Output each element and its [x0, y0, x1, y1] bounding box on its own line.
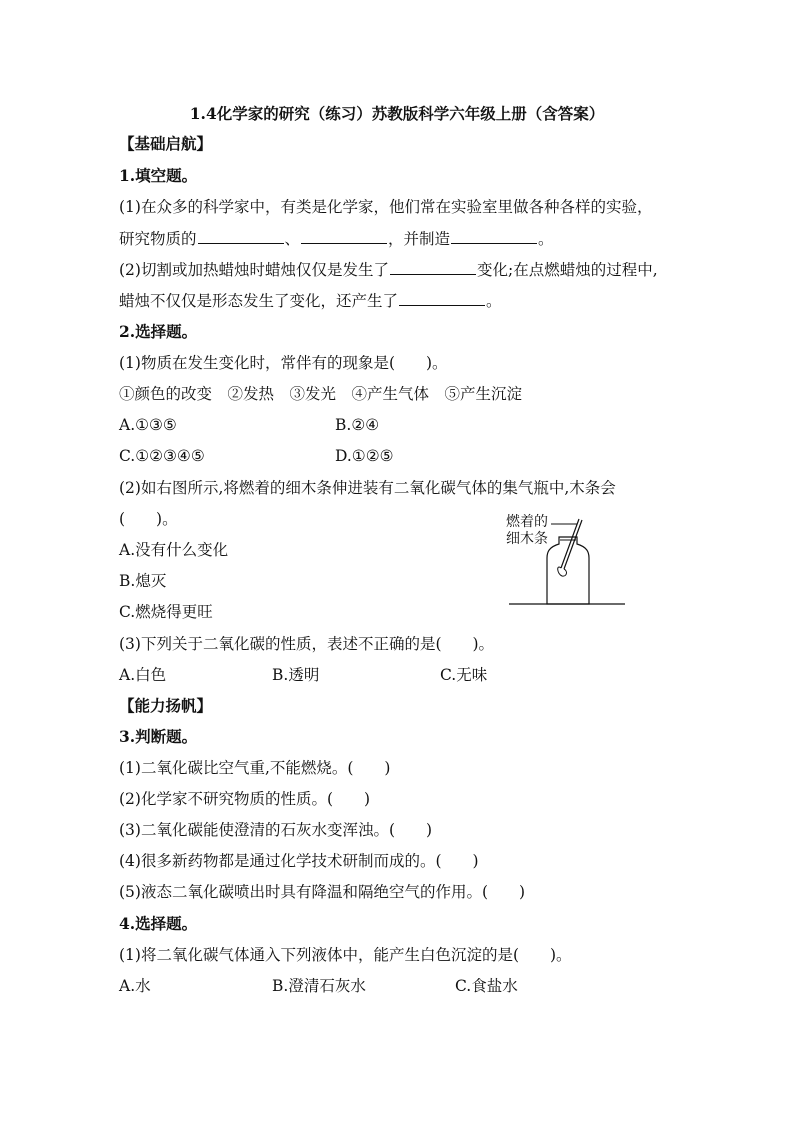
q2-sub3-option-b[interactable]: B.透明: [272, 666, 320, 684]
q2-sub2-line2: ( )。: [119, 510, 178, 528]
q3-heading: 3.判断题。: [119, 727, 198, 746]
q1-text: 。: [538, 230, 554, 248]
page-title: 1.4化学家的研究（练习）苏教版科学六年级上册（含答案）: [189, 104, 605, 123]
q4-sub1-question: (1)将二氧化碳气体通入下列液体中，能产生白色沉淀的是( )。: [119, 946, 572, 964]
figure-label: 细木条: [506, 531, 548, 547]
q1-text: 蜡烛不仅仅是形态发生了变化，还产生了: [119, 292, 399, 310]
gas-jar-figure: [505, 510, 627, 610]
answer-blank[interactable]: [198, 228, 284, 244]
q3-item: (5)液态二氧化碳喷出时具有降温和隔绝空气的作用。( ): [119, 883, 526, 901]
q4-sub1-option-c[interactable]: C.食盐水: [455, 977, 518, 995]
q2-sub1-question: (1)物质在发生变化时，常伴有的现象是( )。: [119, 354, 448, 372]
q2-sub3-option-c[interactable]: C.无味: [440, 666, 488, 684]
q1-text: 。: [486, 292, 502, 310]
q4-heading: 4.选择题。: [119, 914, 198, 933]
q2-sub2-option-a[interactable]: A.没有什么变化: [119, 541, 229, 559]
q2-sub1-option-a[interactable]: A.①③⑤: [119, 416, 177, 434]
q1-text: (2)切割或加热蜡烛时蜡烛仅仅是发生了: [119, 261, 389, 279]
q2-sub2-option-b[interactable]: B.熄灭: [119, 572, 167, 590]
answer-blank[interactable]: [301, 228, 387, 244]
q1-part1-line2: [119, 228, 554, 249]
q3-item: (4)很多新药物都是通过化学技术研制而成的。( ): [119, 852, 479, 870]
q2-sub1-option-d[interactable]: D.①②⑤: [335, 447, 394, 465]
q2-sub2-line1: (2)如右图所示,将燃着的细木条伸进装有二氧化碳气体的集气瓶中,木条会: [119, 479, 616, 497]
q2-sub3-question: (3)下列关于二氧化碳的性质，表述不正确的是( )。: [119, 635, 495, 653]
q1-part2-line1: [119, 259, 658, 280]
q4-sub1-option-b[interactable]: B.澄清石灰水: [272, 977, 366, 995]
section-heading-ability: 【能力扬帆】: [119, 696, 213, 715]
q1-part2-line2: [119, 290, 502, 311]
figure-label: 燃着的: [506, 514, 548, 530]
q3-item: (3)二氧化碳能使澄清的石灰水变浑浊。( ): [119, 821, 433, 839]
q2-sub1-option-b[interactable]: B.②④: [335, 416, 380, 434]
q1-text: 变化;在点燃蜡烛的过程中,: [476, 261, 658, 279]
answer-blank[interactable]: [451, 228, 537, 244]
q1-text: ，并制造: [388, 230, 451, 248]
q2-sub1-option-c[interactable]: C.①②③④⑤: [119, 447, 205, 465]
q4-sub1-option-a[interactable]: A.水: [119, 977, 151, 995]
answer-blank[interactable]: [399, 290, 485, 306]
q2-heading: 2.选择题。: [119, 322, 198, 341]
q2-sub1-items: ①颜色的改变 ②发热 ③发光 ④产生气体 ⑤产生沉淀: [119, 385, 523, 403]
q3-item: (1)二氧化碳比空气重,不能燃烧。( ): [119, 759, 391, 777]
q1-text: 研究物质的: [119, 230, 197, 248]
q1-part1-line1: (1)在众多的科学家中，有类是化学家，他们常在实验室里做各种各样的实验，: [119, 198, 653, 216]
q2-sub2-option-c[interactable]: C.燃烧得更旺: [119, 603, 213, 621]
q3-item: (2)化学家不研究物质的性质。( ): [119, 790, 371, 808]
q1-heading: 1.填空题。: [119, 166, 198, 185]
q1-text: 、: [284, 230, 301, 248]
section-heading-basic: 【基础启航】: [119, 134, 213, 153]
q2-sub3-option-a[interactable]: A.白色: [119, 666, 167, 684]
answer-blank[interactable]: [390, 259, 476, 275]
